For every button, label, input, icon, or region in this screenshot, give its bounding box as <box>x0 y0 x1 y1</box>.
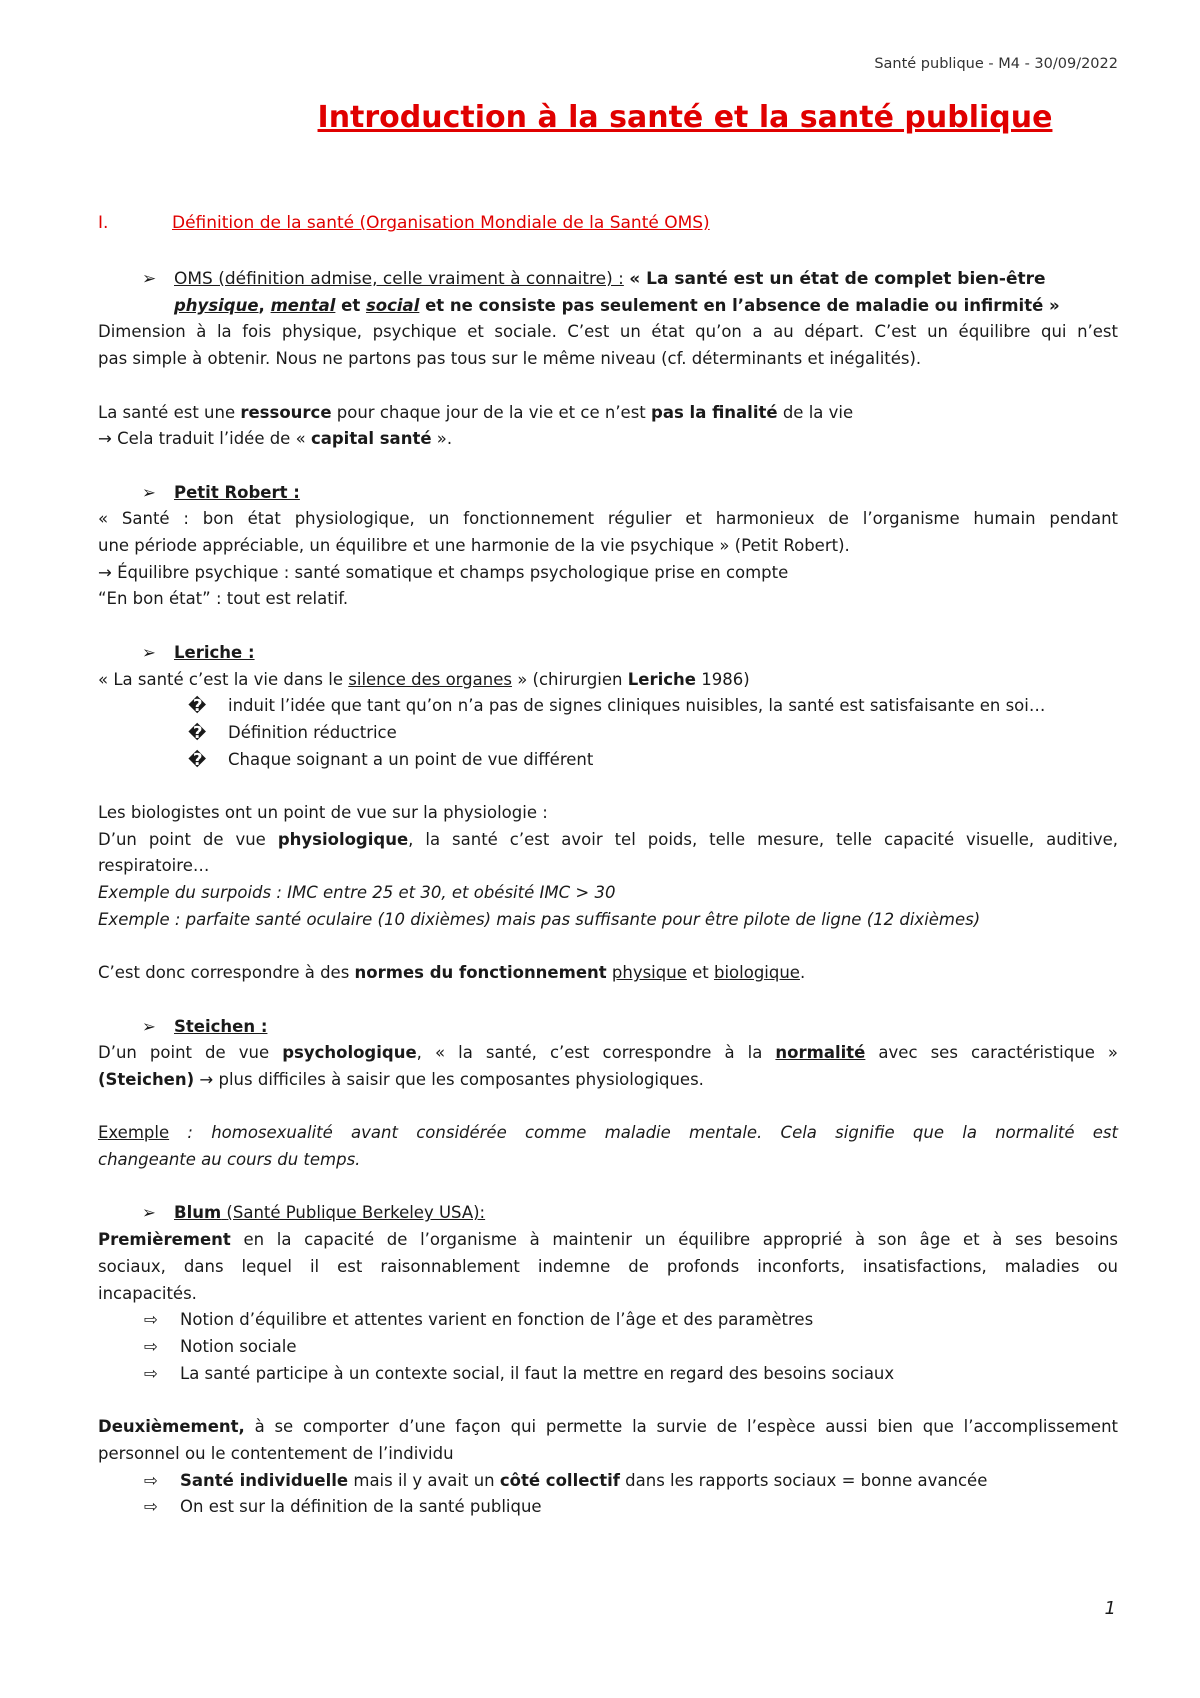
paragraph: Dimension à la fois physique, psychique et sociale. C’est un état qu’on a au départ. C’est un équilibre qui n’est <box>98 322 1118 342</box>
paragraph: (Steichen) → plus difficiles à saisir que les composantes physiologiques. <box>98 1070 704 1089</box>
paragraph: « Santé : bon état physiologique, un fonctionnement régulier et harmonieux de l’organisme humain pendant <box>98 509 1118 529</box>
paragraph: Premièrement en la capacité de l’organisme à maintenir un équilibre approprié à son âge et à ses besoins <box>98 1230 1119 1250</box>
oms-heading: ➢ OMS (définition admise, celle vraiment à connaitre) : « La santé est un état de complet bien-être <box>98 266 1118 293</box>
arrow-right-icon: ⇨ <box>144 1337 158 1356</box>
arrow-right-icon: ⇨ <box>144 1363 158 1383</box>
arrow-bullet-icon: ➢ <box>142 482 156 502</box>
oms-quote-line2: physique, mental et social et ne consiste pas seulement en l’absence de maladie ou infirmité » <box>174 295 1060 315</box>
paragraph: Deuxièmement, à se comporter d’une façon qui permette la survie de l’espèce aussi bien que l’accomplissement <box>98 1417 1118 1437</box>
arrow-right-icon: ⇨ <box>144 1497 158 1517</box>
steichen-heading: ➢ Steichen : <box>98 1014 1118 1041</box>
list-item: ⇨ On est sur la définition de la santé publique <box>98 1494 1118 1521</box>
paragraph: D’un point de vue psychologique, « la santé, c’est correspondre à la normalité avec ses caractéristique » <box>98 1043 1118 1063</box>
list-item: ⇨ Notion d’équilibre et attentes varient en fonction de l’âge et des paramètres <box>98 1307 1118 1334</box>
list-item: � Chaque soignant a un point de vue différent <box>98 747 1118 774</box>
section-number: I. <box>98 213 109 233</box>
list-item: ⇨ Notion sociale <box>98 1334 1118 1361</box>
document-body <box>98 210 1118 1521</box>
example-text: Exemple : parfaite santé oculaire (10 dixièmes) mais pas suffisante pour être pilote de ligne (12 dixièmes) <box>98 909 981 929</box>
page-number: 1 <box>1104 1598 1116 1619</box>
paragraph: “En bon état” : tout est relatif. <box>98 589 349 609</box>
list-item: ⇨ La santé participe à un contexte social, il faut la mettre en regard des besoins sociaux <box>98 1361 1118 1388</box>
paragraph: Exemple : homosexualité avant considérée comme maladie mentale. Cela signifie que la normalité est <box>98 1123 1118 1143</box>
arrow-bullet-icon: ➢ <box>142 269 157 289</box>
blum-heading: ➢ Blum (Santé Publique Berkeley USA): <box>98 1200 1118 1227</box>
bullet-icon: � <box>188 722 207 742</box>
bullet-icon: � <box>188 696 207 716</box>
paragraph: changeante au cours du temps. <box>98 1150 361 1170</box>
page-title: Introduction à la santé et la santé publique <box>317 100 1053 135</box>
arrow-bullet-icon: ➢ <box>142 1016 156 1036</box>
section-heading <box>98 210 1118 238</box>
list-item: � induit l’idée que tant qu’on n’a pas de signes cliniques nuisibles, la santé est satisfaisante en soi… <box>98 693 1118 720</box>
arrow-bullet-icon: ➢ <box>142 642 156 662</box>
paragraph: pas simple à obtenir. Nous ne partons pas tous sur le même niveau (cf. déterminants et inégalités). <box>98 349 922 369</box>
section-title: Définition de la santé (Organisation Mondiale de la Santé OMS) <box>172 213 710 233</box>
oms-label: OMS (définition admise, celle vraiment à connaitre) : <box>174 269 624 289</box>
list-item: � Définition réductrice <box>98 720 1118 747</box>
leriche-heading: ➢ Leriche : <box>98 640 1118 667</box>
list-item: ⇨ Santé individuelle mais il y avait un côté collectif dans les rapports sociaux = bonne avancée <box>98 1468 1118 1495</box>
paragraph: respiratoire… <box>98 856 210 876</box>
paragraph: « La santé c’est la vie dans le silence des organes » (chirurgien Leriche 1986) <box>98 669 750 689</box>
running-header: Santé publique - M4 - 30/09/2022 <box>874 56 1118 72</box>
paragraph: D’un point de vue physiologique, la santé c’est avoir tel poids, telle mesure, telle capacité visuelle, auditive, <box>98 829 1118 849</box>
arrow-bullet-icon: ➢ <box>142 1203 156 1223</box>
paragraph: → Cela traduit l’idée de « capital santé ». <box>98 429 453 449</box>
paragraph: incapacités. <box>98 1283 197 1303</box>
paragraph: sociaux, dans lequel il est raisonnablement indemne de profonds inconforts, insatisfactions, maladies ou <box>98 1256 1118 1276</box>
paragraph: une période appréciable, un équilibre et une harmonie de la vie psychique » (Petit Robert). <box>98 536 850 555</box>
paragraph: C’est donc correspondre à des normes du fonctionnement physique et biologique. <box>98 963 806 983</box>
paragraph: → Équilibre psychique : santé somatique et champs psychologique prise en compte <box>98 562 789 582</box>
paragraph: personnel ou le contentement de l’individu <box>98 1443 454 1463</box>
arrow-right-icon: ⇨ <box>144 1470 158 1490</box>
bullet-icon: � <box>188 749 207 769</box>
paragraph: Les biologistes ont un point de vue sur la physiologie : <box>98 803 548 822</box>
arrow-right-icon: ⇨ <box>144 1310 158 1330</box>
robert-heading: ➢ Petit Robert : <box>98 480 1118 507</box>
example-text: Exemple du surpoids : IMC entre 25 et 30, et obésité IMC > 30 <box>98 883 616 903</box>
paragraph: La santé est une ressource pour chaque jour de la vie et ce n’est pas la finalité de la vie <box>98 402 854 422</box>
